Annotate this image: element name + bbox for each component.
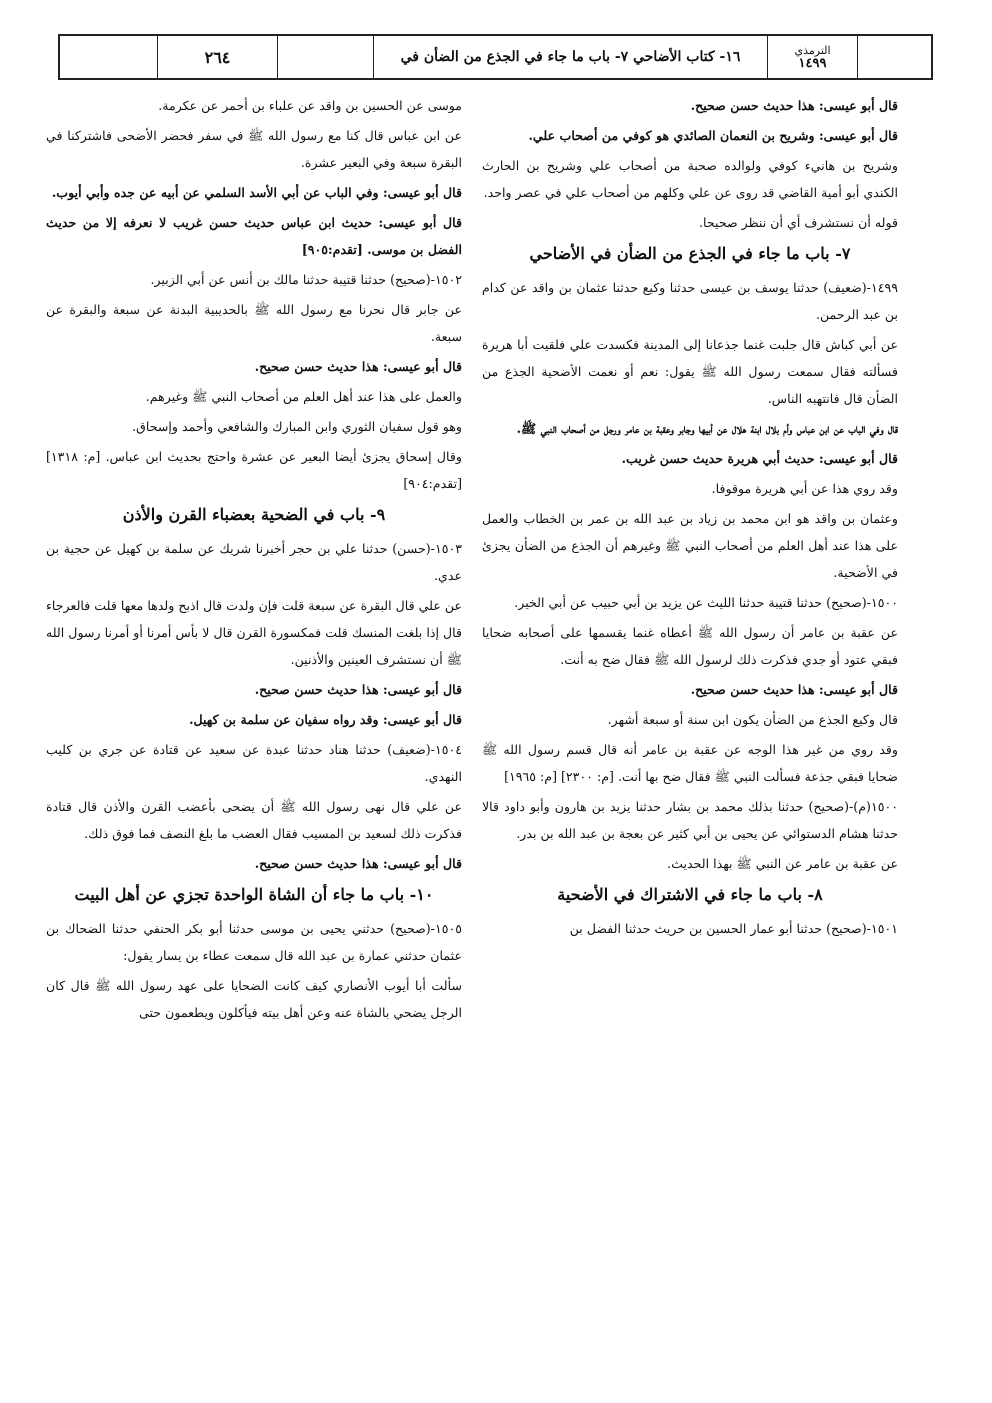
commentary-paragraph: قال أبو عيسى: وقد رواه سفيان عن سلمة بن كهيل. (189, 712, 462, 727)
hadith-paragraph: والعمل على هذا عند أهل العلم من أصحاب النبي ﷺ وغيرهم. (145, 389, 462, 404)
hadith-paragraph: وعثمان بن واقد هو ابن محمد بن زياد بن عبد الله بن عمر بن الخطاب والعمل على هذا عند أهل العلم من أصحاب النبي ﷺ وغيرهم أن الجذع من الضأن يجزئ في الأضحية. (482, 511, 898, 580)
commentary-paragraph: قال أبو عيسى: وفي الباب عن أبي الأسد السلمي عن أبيه عن جده وأبي أيوب. (51, 185, 462, 200)
hadith-paragraph: عن عقبة بن عامر عن النبي ﷺ بهذا الحديث. (667, 856, 898, 871)
hadith-paragraph: ١٥٠٥-(صحيح) حدثني يحيى بن موسى حدثنا أبو بكر الحنفي حدثنا الضحاك بن عثمان حدثني عمارة بن عبد الله قال سمعت عطاء بن يسار يقول: (46, 921, 462, 963)
running-title: ١٦- كتاب الأضاحي ٧- باب ما جاء في الجذع من الضأن في (373, 36, 767, 78)
book-reference (767, 36, 857, 78)
hadith-paragraph: ١٥٠٠-(صحيح) حدثنا قتيبة حدثنا الليث عن يزيد بن أبي حبيب عن أبي الخير. (514, 595, 898, 610)
commentary-paragraph: قال أبو عيسى: هذا حديث حسن صحيح. (254, 682, 462, 697)
hadith-paragraph: وهو قول سفيان الثوري وابن المبارك والشافعي وأحمد وإسحاق. (132, 419, 462, 434)
hadith-paragraph: ١٤٩٩-(ضعيف) حدثنا يوسف بن عيسى حدثنا وكيع حدثنا عثمان بن واقد عن كدام بن عبد الرحمن. (482, 280, 898, 322)
left-column (46, 92, 462, 1029)
hadith-paragraph: وقد روي هذا عن أبي هريرة موقوفا. (711, 481, 898, 496)
hadith-paragraph: عن عقبة بن عامر أن رسول الله ﷺ أعطاه غنما يقسمها على أصحابه ضحايا فبقي عتود أو جدي فذكرت ذلك لرسول الله ﷺ فقال ضح به أنت. (482, 625, 898, 667)
chapter-heading: ٩- باب في الضحية بعضباء القرن والأذن (122, 505, 386, 524)
hadith-paragraph: ١٥٠١-(صحيح) حدثنا أبو عمار الحسين بن حريث حدثنا الفضل بن (569, 921, 898, 936)
hadith-paragraph: عن جابر قال نحرنا مع رسول الله ﷺ بالحديبية البدنة عن سبعة والبقرة عن سبعة. (46, 302, 462, 344)
running-header (58, 34, 933, 80)
header-empty-cell (277, 36, 373, 78)
commentary-paragraph: قال وفي الباب عن ابن عباس وأم بلال ابنة هلال عن أبيها وجابر وعقبة بن عامر ورجل من أصحاب النبي ﷺ. (516, 421, 898, 436)
commentary-paragraph: قال أبو عيسى: وشريح بن النعمان الصائدي هو كوفي من أصحاب علي. (528, 128, 898, 143)
commentary-paragraph: قال أبو عيسى: هذا حديث حسن صحيح. (254, 359, 462, 374)
chapter-heading: ٧- باب ما جاء في الجذع من الضأن في الأضاحي (529, 244, 851, 263)
commentary-paragraph: قال أبو عيسى: حديث أبي هريرة حديث حسن غريب. (621, 451, 898, 466)
book-number: ١٤٩٩ (798, 56, 827, 71)
commentary-paragraph: قال أبو عيسى: هذا حديث حسن صحيح. (690, 682, 898, 697)
hadith-paragraph: عن علي قال البقرة عن سبعة قلت فإن ولدت قال اذبح ولدها معها قلت فالعرجاء قال إذا بلغت المنسك قلت فمكسورة القرن قال لا بأس أمرنا أو أمرنا رسول الله ﷺ أن نستشرف العينين والأذنين. (46, 598, 462, 667)
hadith-paragraph: وقال إسحاق يجزئ أيضا البعير عن عشرة واحتج بحديث ابن عباس. [م: ١٣١٨] [تقدم:٩٠٤] (46, 449, 462, 491)
hadith-paragraph: موسى عن الحسين بن واقد عن علباء بن أحمر عن عكرمة. (158, 98, 462, 113)
header-empty-cell (857, 36, 931, 78)
chapter-heading: ٨- باب ما جاء في الاشتراك في الأضحية (557, 885, 823, 904)
hadith-paragraph: عن ابن عباس قال كنا مع رسول الله ﷺ في سفر فحضر الأضحى فاشتركنا في البقرة سبعة وفي البعير عشرة. (46, 128, 462, 170)
chapter-heading: ١٠- باب ما جاء أن الشاة الواحدة تجزي عن أهل البيت (74, 885, 434, 904)
hadith-paragraph: وشريح بن هانيء كوفي ولوالده صحبة من أصحاب علي وشريح بن الحارث الكندي أبو أمية القاضي قد روى عن علي وكلهم من أصحاب علي في عصر واحد. (482, 158, 898, 200)
hadith-paragraph: عن أبي كباش قال جلبت غنما جذعانا إلى المدينة فكسدت علي فلقيت أبا هريرة فسألته فقال سمعت رسول الله ﷺ يقول: نعم أو نعمت الأضحية الجذع من الضأن قال فانتهبه الناس. (482, 337, 898, 406)
header-empty-cell (60, 36, 157, 78)
page-number: ٢٦٤ (157, 36, 277, 78)
commentary-paragraph: قال أبو عيسى: حديث ابن عباس حديث حسن غريب لا نعرفه إلا من حديث الفضل بن موسى. [تقدم:٩٠٥] (46, 215, 462, 257)
hadith-paragraph: عن علي قال نهى رسول الله ﷺ أن يضحى بأعضب القرن والأذن قال قتادة فذكرت ذلك لسعيد بن المسيب فقال العضب ما بلغ النصف فما فوق ذلك. (46, 799, 462, 841)
hadith-paragraph: وقد روي من غير هذا الوجه عن عقبة بن عامر أنه قال قسم رسول الله ﷺ ضحايا فبقي جذعة فسألت النبي ﷺ فقال ضح بها أنت. [م: ٢٣٠٠] [م: ١٩٦٥] (482, 742, 898, 784)
book-label: الترمذي (794, 44, 831, 57)
right-column (482, 92, 898, 945)
hadith-paragraph: ١٥٠٤-(ضعيف) حدثنا هناد حدثنا عبدة عن سعيد عن قتادة عن جري بن كليب النهدي. (46, 742, 462, 784)
hadith-paragraph: قال وكيع الجذع من الضأن يكون ابن سنة أو سبعة أشهر. (607, 712, 898, 727)
hadith-paragraph: ١٥٠٣-(حسن) حدثنا علي بن حجر أخبرنا شريك عن سلمة بن كهيل عن حجية بن عدي. (46, 541, 462, 583)
hadith-paragraph: سألت أبا أيوب الأنصاري كيف كانت الضحايا على عهد رسول الله ﷺ قال كان الرجل يضحي بالشاة عنه وعن أهل بيته فيأكلون ويطعمون حتى (46, 978, 462, 1020)
hadith-paragraph: ١٥٠٠(م)-(صحيح) حدثنا بذلك محمد بن بشار حدثنا يزيد بن هارون وأبو داود قالا حدثنا هشام الدستوائي عن يحيى بن أبي كثير عن بعجة بن عبد الله بن بدر. (482, 799, 898, 841)
commentary-paragraph: قال أبو عيسى: هذا حديث حسن صحيح. (690, 98, 898, 113)
hadith-paragraph: ١٥٠٢-(صحيح) حدثنا قتيبة حدثنا مالك بن أنس عن أبي الزبير. (150, 272, 462, 287)
hadith-paragraph: قوله أن نستشرف أي أن ننظر صحيحا. (699, 215, 898, 230)
commentary-paragraph: قال أبو عيسى: هذا حديث حسن صحيح. (254, 856, 462, 871)
